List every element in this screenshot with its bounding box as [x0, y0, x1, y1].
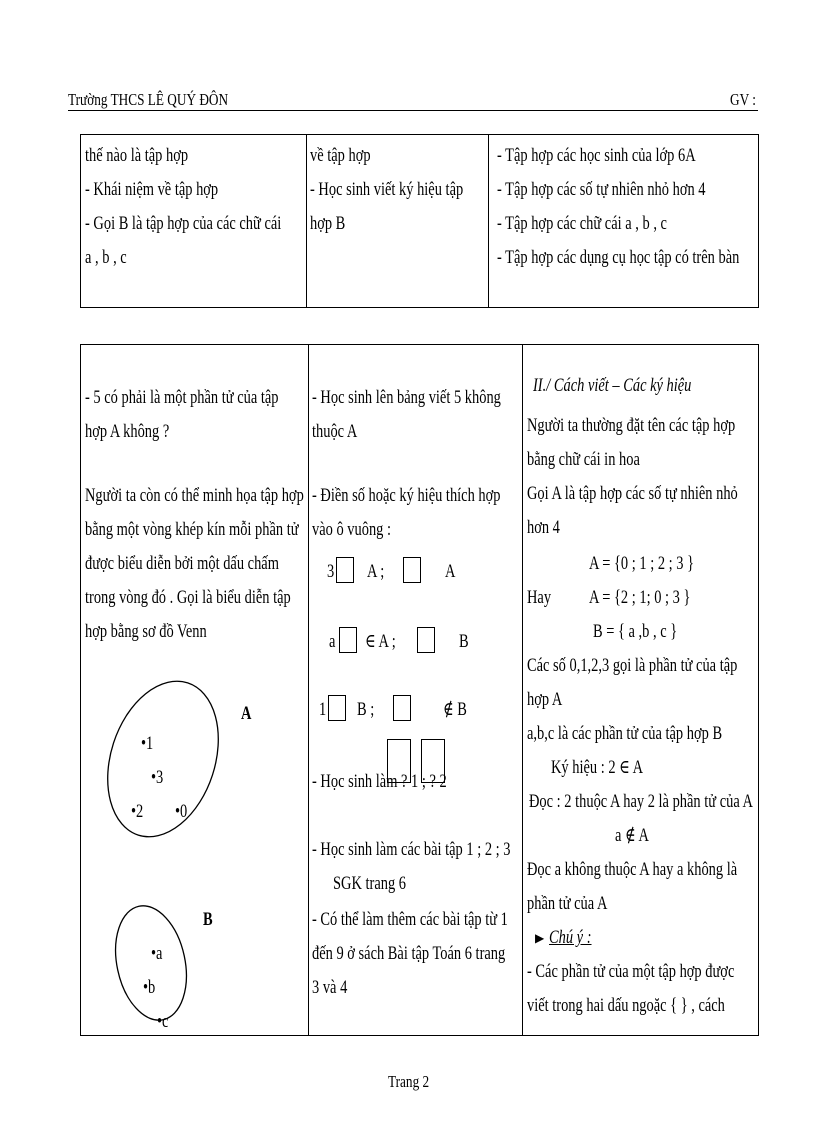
- text-line: bằng chữ cái in hoa: [527, 449, 640, 470]
- text-line: Các số 0,1,2,3 gọi là phần tử của tập: [527, 655, 738, 676]
- answer-box[interactable]: [393, 695, 411, 721]
- exercise-value: ∈ A ;: [365, 631, 396, 652]
- set-element: •0: [175, 801, 188, 822]
- note-heading: Chú ý :: [549, 927, 592, 948]
- text-line: Ký hiệu : 2 ∈ A: [551, 757, 644, 778]
- text-line: Hay: [527, 587, 552, 608]
- text-line: vào ô vuông :: [312, 519, 392, 540]
- table-top-col3: [489, 135, 759, 308]
- table-top-col2: [307, 135, 489, 308]
- answer-box[interactable]: [328, 695, 346, 721]
- text-line: thế nào là tập hợp: [85, 145, 189, 166]
- answer-box[interactable]: [417, 627, 435, 653]
- exercise-value: A: [445, 561, 456, 582]
- set-element: •1: [141, 733, 154, 754]
- text-line: 3 và 4: [312, 977, 348, 998]
- text-line: bằng một vòng khép kín mỗi phần tử: [85, 519, 299, 540]
- table-top: [80, 134, 759, 308]
- formula: a ∉ A: [615, 825, 649, 846]
- page-number: Trang 2: [388, 1072, 430, 1091]
- school-name: Trường THCS LÊ QUÝ ĐÔN: [68, 90, 229, 109]
- header-divider: [68, 110, 758, 111]
- exercise-value: B: [459, 631, 469, 652]
- text-line: hợp A: [527, 689, 563, 710]
- text-line: - Tập hợp các chữ cái a , b , c: [497, 213, 667, 234]
- exercise-value: A ;: [367, 561, 385, 582]
- text-line: a , b , c: [85, 247, 127, 268]
- text-line: - Tập hợp các số tự nhiên nhỏ hơn 4: [497, 179, 706, 200]
- text-line: Đọc : 2 thuộc A hay 2 là phần tử của A: [529, 791, 753, 812]
- text-line: đến 9 ở sách Bài tập Toán 6 trang: [312, 943, 506, 964]
- answer-box[interactable]: [339, 627, 357, 653]
- text-line: Đọc a không thuộc A hay a không là: [527, 859, 738, 880]
- table-main-col3: [523, 345, 759, 1036]
- answer-box[interactable]: [403, 557, 421, 583]
- text-line: về tập hợp: [310, 145, 371, 166]
- table-main-col1: [81, 345, 309, 1036]
- text-line: hơn 4: [527, 517, 560, 538]
- formula: A = {2 ; 1; 0 ; 3 }: [589, 587, 691, 608]
- set-b-label: B: [203, 909, 213, 930]
- text-line: Người ta thường đặt tên các tập hợp: [527, 415, 736, 436]
- text-line: a,b,c là các phần tử của tập hợp B: [527, 723, 723, 744]
- text-line: - Các phần tử của một tập hợp được: [527, 961, 735, 982]
- text-line: phần tử của A: [527, 893, 608, 914]
- text-line: hợp B: [310, 213, 346, 234]
- formula: A = {0 ; 1 ; 2 ; 3 }: [589, 553, 695, 574]
- exercise-value: 1: [319, 699, 327, 720]
- venn-diagram-a: [101, 675, 231, 845]
- text-line: hợp bằng sơ đồ Venn: [85, 621, 207, 642]
- text-line: - Khái niệm về tập hợp: [85, 179, 219, 200]
- text-line: SGK trang 6: [333, 873, 407, 894]
- exercise-value: a: [329, 631, 336, 652]
- text-line: - Học sinh làm ? 1 ; ? 2: [312, 771, 447, 792]
- set-element: •c: [157, 1011, 169, 1032]
- text-line: - Điền số hoặc ký hiệu thích hợp: [312, 485, 501, 506]
- text-line: được biểu diễn bởi một dấu chấm: [85, 553, 279, 574]
- text-line: - Có thể làm thêm các bài tập từ 1: [312, 909, 508, 930]
- formula: B = { a ,b , c }: [593, 621, 678, 642]
- exercise-value: 3: [327, 561, 335, 582]
- set-a-label: A: [241, 703, 252, 724]
- answer-box[interactable]: [336, 557, 354, 583]
- text-line: - Học sinh lên bảng viết 5 không: [312, 387, 501, 408]
- text-line: trong vòng đó . Gọi là biểu diễn tập: [85, 587, 291, 608]
- text-line: - Học sinh làm các bài tập 1 ; 2 ; 3: [312, 839, 511, 860]
- text-line: hợp A không ?: [85, 421, 170, 442]
- exercise-value: B ;: [357, 699, 375, 720]
- text-line: - 5 có phải là một phần tử của tập: [85, 387, 279, 408]
- text-line: Gọi A là tập hợp các số tự nhiên nhỏ: [527, 483, 738, 504]
- text-line: Người ta còn có thể minh họa tập hợp: [85, 485, 304, 506]
- table-main-col2: [309, 345, 523, 1036]
- text-line: thuộc A: [312, 421, 358, 442]
- table-main: [80, 344, 759, 1036]
- set-element: •a: [151, 943, 163, 964]
- exercise-value: ∉ B: [443, 699, 467, 720]
- text-line: - Tập hợp các dụng cụ học tập có trên bàn: [497, 247, 740, 268]
- teacher-label: GV :: [730, 90, 756, 109]
- set-element: •2: [131, 801, 144, 822]
- set-element: •b: [143, 977, 156, 998]
- table-top-col1: [81, 135, 307, 308]
- triangle-bullet-icon: ▶: [535, 931, 545, 945]
- text-line: - Học sinh viết ký hiệu tập: [310, 179, 464, 200]
- text-line: - Tập hợp các học sinh của lớp 6A: [497, 145, 696, 166]
- section-title: II./ Cách viết – Các ký hiệu: [533, 375, 692, 396]
- text-line: - Gọi B là tập hợp của các chữ cái: [85, 213, 282, 234]
- text-line: viết trong hai dấu ngoặc { } , cách: [527, 995, 725, 1016]
- set-element: •3: [151, 767, 164, 788]
